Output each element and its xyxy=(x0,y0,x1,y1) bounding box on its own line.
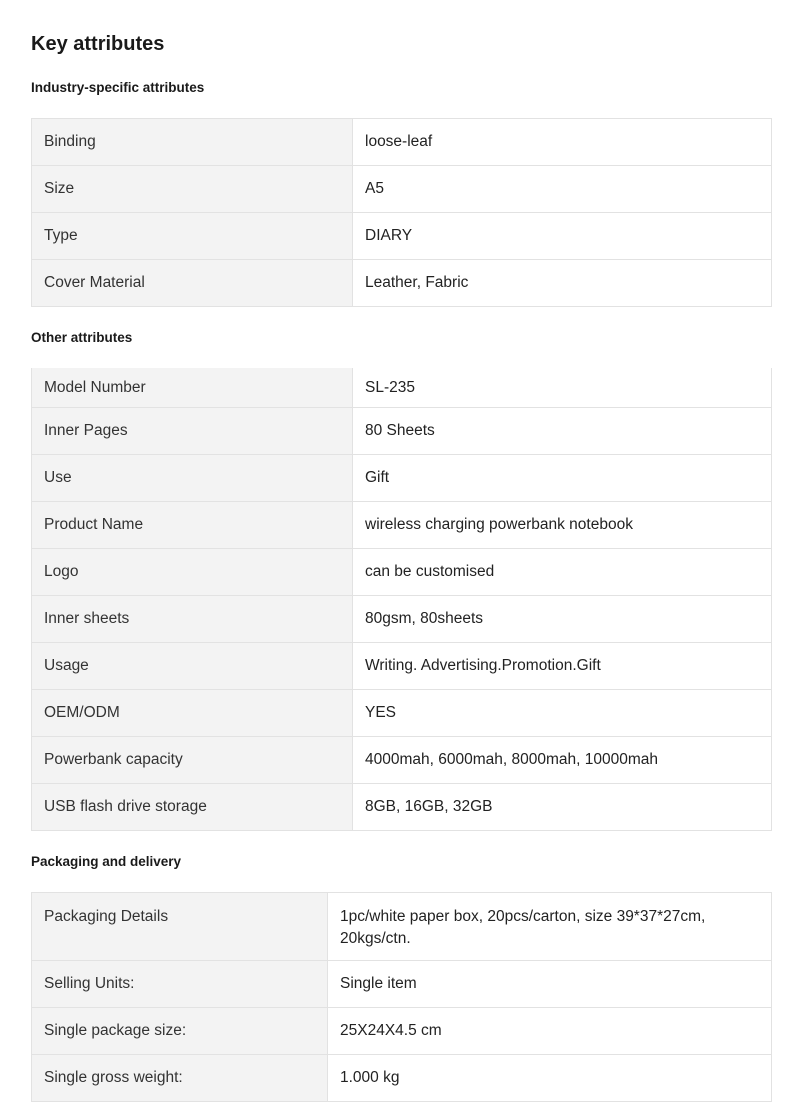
attribute-key: Selling Units: xyxy=(32,961,328,1008)
attribute-key: USB flash drive storage xyxy=(32,784,353,831)
attribute-row xyxy=(32,784,772,831)
attribute-value: 4000mah, 6000mah, 8000mah, 10000mah xyxy=(353,737,772,784)
attribute-value: 80 Sheets xyxy=(353,408,772,455)
attribute-row xyxy=(32,549,772,596)
attribute-value: SL-235 xyxy=(353,368,772,408)
attribute-key: Inner Pages xyxy=(32,408,353,455)
attribute-row xyxy=(32,213,772,260)
attribute-row xyxy=(32,166,772,213)
section-title-other-attributes: Other attributes xyxy=(31,330,133,345)
attribute-row xyxy=(32,1055,772,1102)
attribute-value: Leather, Fabric xyxy=(353,260,772,307)
attribute-row xyxy=(32,502,772,549)
attribute-value: wireless charging powerbank notebook xyxy=(353,502,772,549)
attribute-row xyxy=(32,119,772,166)
attribute-value: DIARY xyxy=(353,213,772,260)
attribute-value: 1pc/white paper box, 20pcs/carton, size 39*37*27cm, 20kgs/ctn. xyxy=(328,893,772,961)
attribute-value: 25X24X4.5 cm xyxy=(328,1008,772,1055)
attribute-row xyxy=(32,260,772,307)
attribute-row xyxy=(32,961,772,1008)
attribute-value: Single item xyxy=(328,961,772,1008)
attribute-key: Cover Material xyxy=(32,260,353,307)
attribute-key: Model Number xyxy=(32,368,353,408)
attribute-key: Inner sheets xyxy=(32,596,353,643)
page-title: Key attributes xyxy=(31,33,165,55)
attribute-row xyxy=(32,408,772,455)
attribute-value: 8GB, 16GB, 32GB xyxy=(353,784,772,831)
attribute-value: 80gsm, 80sheets xyxy=(353,596,772,643)
attribute-key: Packaging Details xyxy=(32,893,328,961)
attribute-value: 1.000 kg xyxy=(328,1055,772,1102)
attribute-row xyxy=(32,368,772,408)
attribute-row xyxy=(32,1008,772,1055)
attribute-value: A5 xyxy=(353,166,772,213)
industry-attributes-table xyxy=(31,118,772,307)
attribute-key: Type xyxy=(32,213,353,260)
attribute-row xyxy=(32,690,772,737)
attribute-key: OEM/ODM xyxy=(32,690,353,737)
attribute-value: loose-leaf xyxy=(353,119,772,166)
section-title-packaging-delivery: Packaging and delivery xyxy=(31,854,182,869)
attribute-value: Gift xyxy=(353,455,772,502)
attribute-key: Binding xyxy=(32,119,353,166)
attribute-key: Product Name xyxy=(32,502,353,549)
attribute-key: Size xyxy=(32,166,353,213)
attribute-value: YES xyxy=(353,690,772,737)
attribute-value: can be customised xyxy=(353,549,772,596)
attribute-key: Use xyxy=(32,455,353,502)
attribute-key: Single package size: xyxy=(32,1008,328,1055)
attribute-key: Single gross weight: xyxy=(32,1055,328,1102)
attribute-row xyxy=(32,643,772,690)
attribute-key: Logo xyxy=(32,549,353,596)
attribute-row xyxy=(32,737,772,784)
section-title-industry-specific: Industry-specific attributes xyxy=(31,80,205,95)
attribute-row xyxy=(32,596,772,643)
attribute-key: Powerbank capacity xyxy=(32,737,353,784)
attribute-value: Writing. Advertising.Promotion.Gift xyxy=(353,643,772,690)
attribute-row xyxy=(32,893,772,961)
attribute-key: Usage xyxy=(32,643,353,690)
other-attributes-table xyxy=(31,368,772,831)
attribute-row xyxy=(32,455,772,502)
packaging-delivery-table xyxy=(31,892,772,1102)
